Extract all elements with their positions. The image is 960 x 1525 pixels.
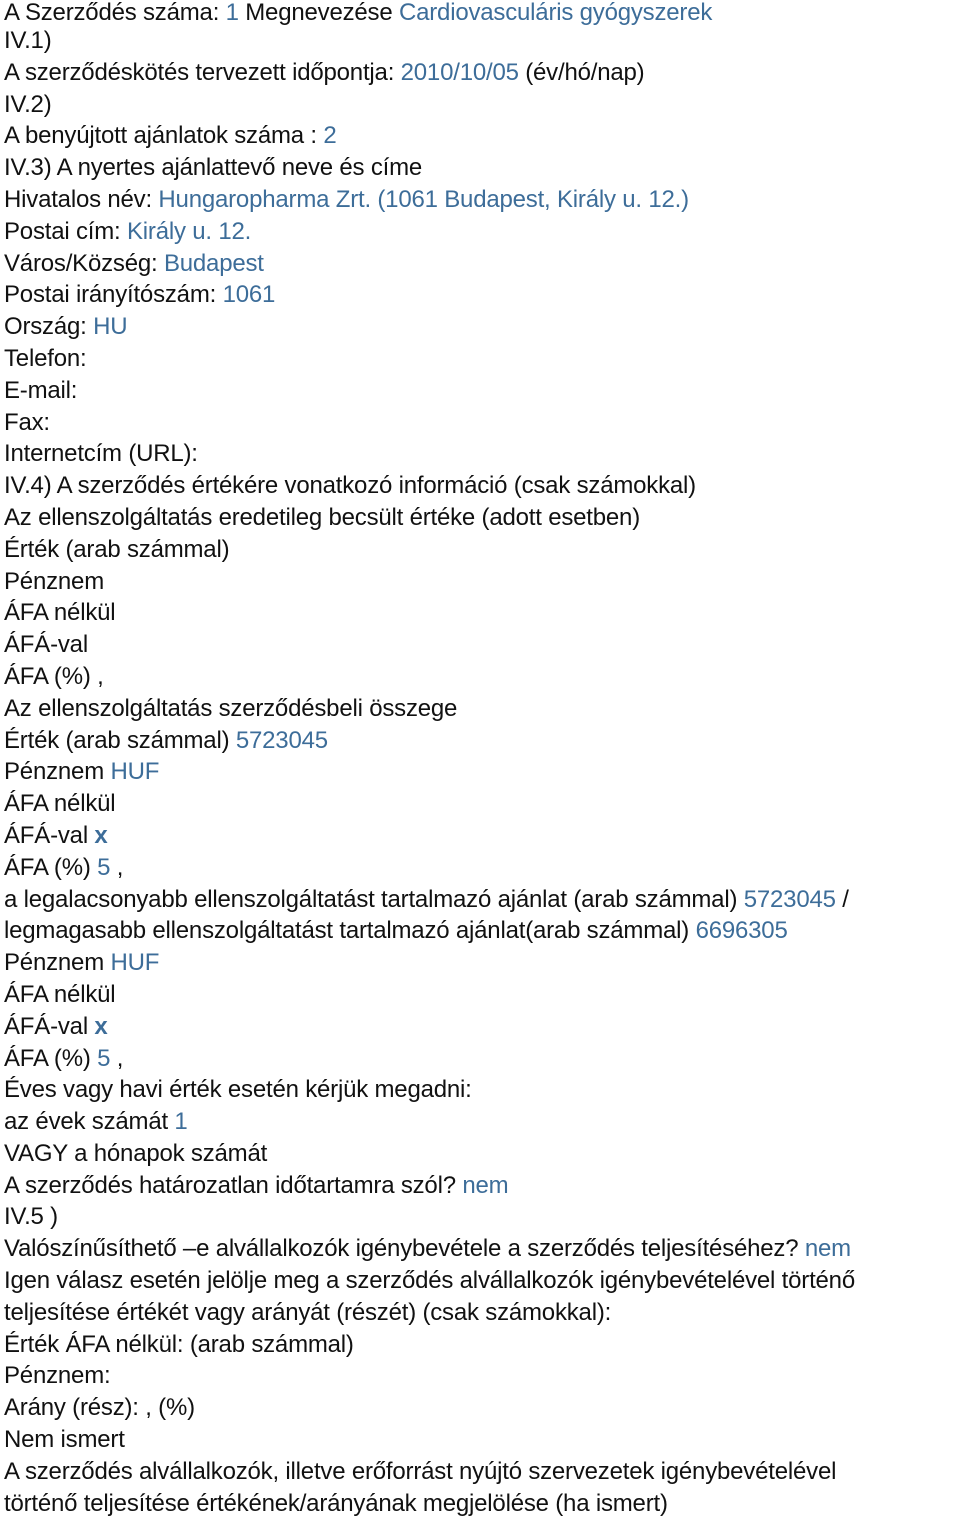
field-label: ÁFÁ-val [4, 1012, 95, 1040]
document-line [4, 0, 960, 25]
document-line [4, 1392, 960, 1424]
document-line [4, 1265, 960, 1297]
document-line [4, 1488, 960, 1520]
field-label: Arány (rész): , (%) [4, 1394, 195, 1422]
field-label: IV.4) A szerződés értékére vonatkozó információ (csak számokkal) [4, 472, 696, 500]
check-mark: x [94, 821, 108, 849]
field-label: ÁFÁ-val [4, 821, 95, 849]
field-value: 1061 [222, 281, 276, 309]
field-value: 6696305 [695, 917, 788, 945]
field-label: Igen válasz esetén jelölje meg a szerződés alvállalkozók igénybevételével történő [4, 1267, 855, 1295]
field-label: Valószínűsíthető –e alvállalkozók igénybevétele a szerződés teljesítéséhez? [4, 1235, 805, 1263]
field-label-suffix: Megnevezése [238, 0, 399, 26]
field-label: Érték ÁFA nélkül: (arab számmal) [4, 1330, 354, 1358]
document-line [4, 1456, 960, 1488]
field-value: HUF [110, 949, 160, 977]
field-label: Érték (arab számmal) [4, 726, 236, 754]
field-label-suffix: , [110, 1044, 124, 1072]
document-line [4, 470, 960, 502]
document-line [4, 248, 960, 280]
field-value: HUF [110, 758, 160, 786]
document-line [4, 725, 960, 757]
field-value: Budapest [163, 249, 264, 277]
document-line [4, 1201, 960, 1233]
document-line [4, 89, 960, 121]
field-label: Város/Község: [4, 249, 164, 277]
document-line [4, 57, 960, 89]
field-label: ÁFA nélkül [4, 790, 116, 818]
document-line [4, 1106, 960, 1138]
field-value: Király u. 12. [126, 217, 252, 245]
document-line [4, 661, 960, 693]
document-line [4, 1043, 960, 1075]
field-label: ÁFA (%) [4, 1044, 98, 1072]
document-line [4, 947, 960, 979]
field-label: Postai cím: [4, 217, 127, 245]
field-label: ÁFA (%) [4, 853, 98, 881]
field-label: Pénznem [4, 949, 111, 977]
document-line [4, 438, 960, 470]
field-label: ÁFA nélkül [4, 599, 116, 627]
document-line [4, 152, 960, 184]
field-label: Éves vagy havi érték esetén kérjük megadni: [4, 1076, 472, 1104]
field-label: A szerződés alvállalkozók, illetve erőforrást nyújtó szervezetek igénybevételével [4, 1457, 837, 1485]
field-label: A benyújtott ajánlatok száma : [4, 122, 324, 150]
field-label: E-mail: [4, 376, 78, 404]
field-label: IV.3) A nyertes ajánlattevő neve és címe [4, 154, 423, 182]
document-line [4, 120, 960, 152]
field-value: HU [93, 313, 128, 341]
document-line [4, 311, 960, 343]
field-value: nem [804, 1235, 851, 1263]
field-label: Fax: [4, 408, 50, 436]
field-label: A szerződéskötés tervezett időpontja: [4, 58, 401, 86]
field-label: ÁFA nélkül [4, 980, 116, 1008]
field-value: 2010/10/05 [400, 58, 519, 86]
document-line [4, 820, 960, 852]
field-label: legmagasabb ellenszolgáltatást tartalmazó ajánlat(arab számmal) [4, 917, 696, 945]
field-label: teljesítése értékét vagy arányát (részét) (csak számokkal): [4, 1298, 612, 1326]
document-line [4, 279, 960, 311]
field-value: 5 [97, 1044, 111, 1072]
field-label: Pénznem [4, 758, 111, 786]
document-line [4, 756, 960, 788]
field-label: VAGY a hónapok számát [4, 1139, 268, 1167]
field-label: történő teljesítése értékének/arányának megjelölése (ha ismert) [4, 1489, 668, 1517]
document-line [4, 566, 960, 598]
document-line [4, 1329, 960, 1361]
field-value: nem [462, 1171, 509, 1199]
field-label-suffix: , [110, 853, 124, 881]
document-line [4, 375, 960, 407]
field-value: 5723045 [743, 885, 836, 913]
field-label: ÁFÁ-val [4, 631, 88, 659]
document-line [4, 1170, 960, 1202]
check-mark: x [94, 1012, 108, 1040]
document-line [4, 502, 960, 534]
field-label-suffix: / [835, 885, 849, 913]
document-line [4, 216, 960, 248]
document-line [4, 407, 960, 439]
field-label-suffix: (év/hó/nap) [518, 58, 645, 86]
field-value: 5723045 [235, 726, 328, 754]
document-line [4, 852, 960, 884]
field-value: 1 [174, 1108, 188, 1136]
document-line [4, 884, 960, 916]
field-label: Ország: [4, 313, 94, 341]
field-label: a legalacsonyabb ellenszolgáltatást tartalmazó ajánlat (arab számmal) [4, 885, 744, 913]
field-label: IV.2) [4, 90, 52, 118]
document-line [4, 1233, 960, 1265]
field-value: Hungaropharma Zrt. (1061 Budapest, Király u. 12.) [158, 185, 689, 213]
field-label: A Szerződés száma: [4, 0, 226, 26]
field-label: Pénznem [4, 567, 104, 595]
document-line [4, 1138, 960, 1170]
document-line [4, 1297, 960, 1329]
document-line [4, 629, 960, 661]
document-line [4, 979, 960, 1011]
field-value: 5 [97, 853, 111, 881]
document-line [4, 915, 960, 947]
field-label: Nem ismert [4, 1426, 125, 1454]
field-label: IV.5 ) [4, 1203, 58, 1231]
document-line [4, 597, 960, 629]
document-line [4, 534, 960, 566]
field-label: Az ellenszolgáltatás eredetileg becsült értéke (adott esetben) [4, 503, 640, 531]
field-label: Az ellenszolgáltatás szerződésbeli összege [4, 694, 458, 722]
field-value: Cardiovasculáris gyógyszerek [398, 0, 713, 26]
field-label: Hivatalos név: [4, 185, 159, 213]
field-label: Postai irányítószám: [4, 281, 223, 309]
field-label: A szerződés határozatlan időtartamra szól? [4, 1171, 463, 1199]
field-value: 1 [225, 0, 239, 26]
document-line [4, 1074, 960, 1106]
document-line [4, 788, 960, 820]
field-label: Internetcím (URL): [4, 440, 198, 468]
field-label: Érték (arab számmal) [4, 535, 230, 563]
document-line [4, 1011, 960, 1043]
field-label: Pénznem: [4, 1362, 111, 1390]
document-line [4, 1424, 960, 1456]
document-line [4, 343, 960, 375]
document-line [4, 184, 960, 216]
field-label: az évek számát [4, 1108, 175, 1136]
document-line [4, 1360, 960, 1392]
document-line [4, 25, 960, 57]
field-label: IV.1) [4, 27, 52, 54]
document-line [4, 693, 960, 725]
field-label: ÁFA (%) , [4, 662, 104, 690]
field-label: Telefon: [4, 344, 87, 372]
field-value: 2 [323, 122, 337, 150]
